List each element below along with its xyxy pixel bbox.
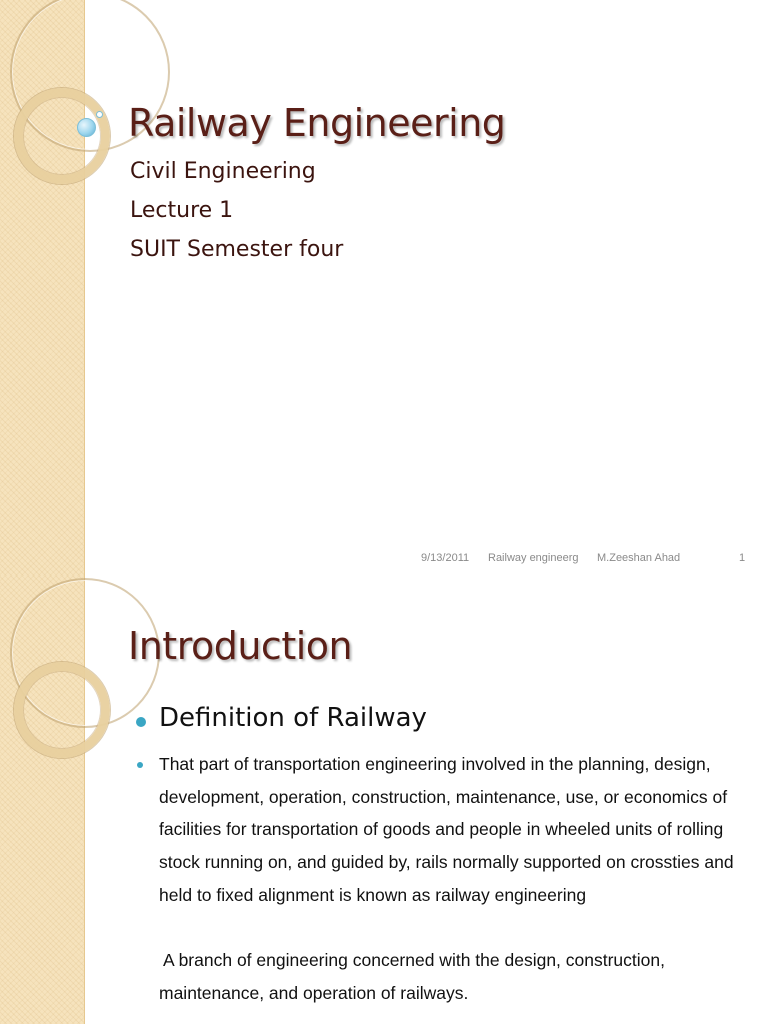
bullet-icon [137, 762, 143, 768]
bullet-heading: Definition of Railway [159, 703, 427, 733]
decorative-bubble-icon [96, 111, 103, 118]
decorative-bubble-icon [77, 118, 96, 137]
footer-date: 9/13/2011 [421, 552, 470, 564]
footer-author: M.Zeeshan Ahad [597, 552, 681, 564]
slide-title: Railway Engineering [128, 101, 506, 145]
subtitle-line: Lecture 1 [130, 198, 234, 223]
slide-2 [0, 576, 768, 1024]
slide-title: Introduction [128, 624, 353, 668]
decorative-ring [14, 662, 110, 758]
footer-page-number: 1 [739, 552, 746, 564]
bullet-icon [136, 717, 146, 727]
footer-topic: Railway engineerg [488, 552, 579, 564]
branch-text: A branch of engineering concerned with the design, construction, maintenance, and operation of railways. [159, 950, 665, 1003]
decorative-ring [14, 88, 110, 184]
definition-text: That part of transportation engineering involved in the planning, design, development, operation, construction, maintenance, use, or economics of facilities for transportation of goods and people in wheeled units of rolling stock running on, and guided by, rails normally supported on crossties and held to fixed alignment is known as railway engineering [159, 754, 734, 905]
subtitle-line: Civil Engineering [130, 159, 316, 184]
subtitle-line: SUIT Semester four [130, 237, 344, 262]
